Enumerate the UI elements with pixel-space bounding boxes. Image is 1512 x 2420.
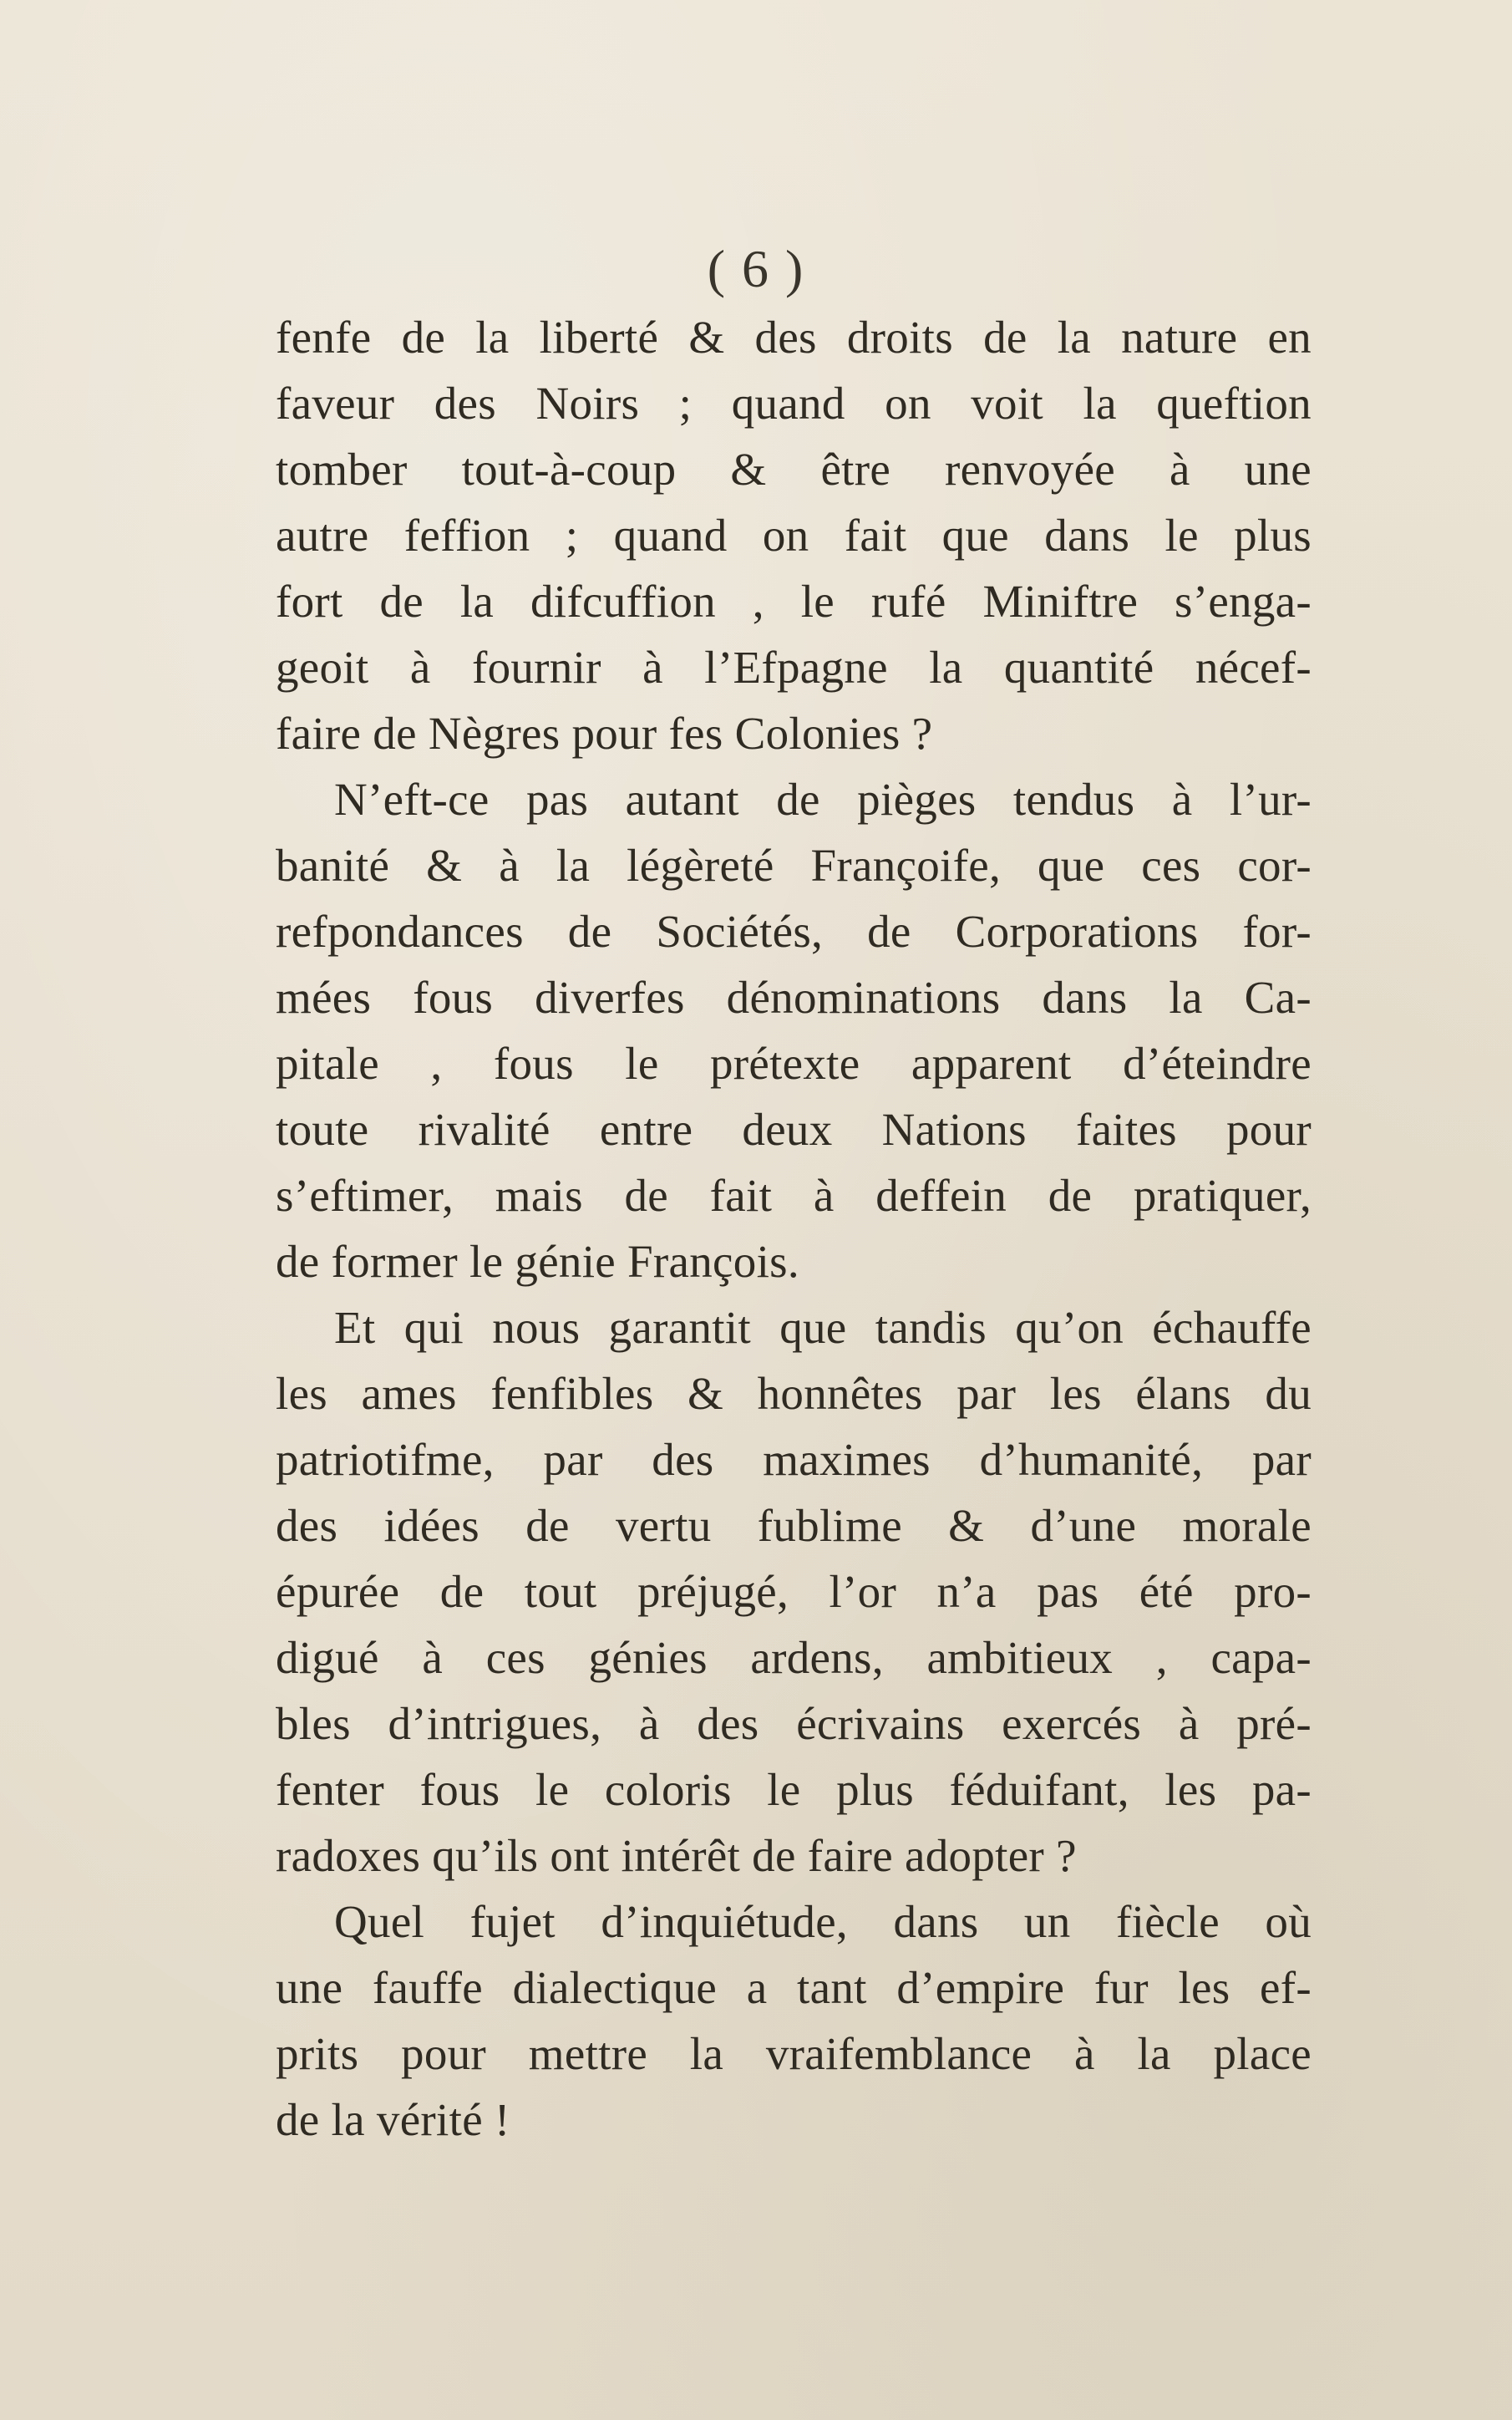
text-line: pitale , fous le prétexte apparent d’éteindre [276, 1038, 1312, 1089]
text-line: refpondances de Sociétés, de Corporations for- [276, 906, 1312, 957]
text-line: toute rivalité entre deux Nations faites pour [276, 1104, 1312, 1155]
text-line: s’eftimer, mais de fait à deffein de pratiquer, [276, 1170, 1312, 1221]
text-line: digué à ces génies ardens, ambitieux , capa- [276, 1632, 1312, 1683]
text-line: Et qui nous garantit que tandis qu’on échauffe [334, 1302, 1312, 1353]
text-line: épurée de tout préjugé, l’or n’a pas été pro- [276, 1566, 1312, 1617]
text-line: prits pour mettre la vraifemblance à la place [276, 2028, 1312, 2079]
text-line: patriotifme, par des maximes d’humanité, par [276, 1434, 1312, 1485]
text-line: fenter fous le coloris le plus féduifant, les pa- [276, 1764, 1312, 1815]
text-line: radoxes qu’ils ont intérêt de faire adopter ? [276, 1830, 1077, 1881]
text-line: fort de la difcuffion , le rufé Miniftre s’enga- [276, 576, 1312, 627]
text-line: Quel fujet d’inquiétude, dans un fiècle où [334, 1896, 1312, 1947]
text-line: N’eft-ce pas autant de pièges tendus à l’ur- [334, 774, 1312, 825]
text-line: bles d’intrigues, à des écrivains exercés à pré- [276, 1698, 1312, 1749]
text-line: geoit à fournir à l’Efpagne la quantité nécef- [276, 642, 1312, 693]
text-line: banité & à la légèreté Françoife, que ces cor- [276, 840, 1312, 891]
text-line: tomber tout-à-coup & être renvoyée à une [276, 444, 1312, 495]
text-line: les ames fenfibles & honnêtes par les élans du [276, 1368, 1312, 1419]
text-line: de la vérité ! [276, 2094, 510, 2145]
text-line: autre feffion ; quand on fait que dans le plus [276, 510, 1312, 561]
text-line: fenfe de la liberté & des droits de la nature en [276, 312, 1312, 363]
text-line: une fauffe dialectique a tant d’empire fur les ef- [276, 1962, 1312, 2013]
text-line: faveur des Noirs ; quand on voit la queftion [276, 378, 1312, 429]
text-line: faire de Nègres pour fes Colonies ? [276, 708, 933, 759]
page-number: ( 6 ) [707, 239, 805, 298]
text-line: mées fous diverfes dénominations dans la Ca- [276, 972, 1312, 1023]
text-line: des idées de vertu fublime & d’une morale [276, 1500, 1312, 1551]
text-line: de former le génie François. [276, 1236, 799, 1287]
body-text [276, 304, 1312, 2153]
